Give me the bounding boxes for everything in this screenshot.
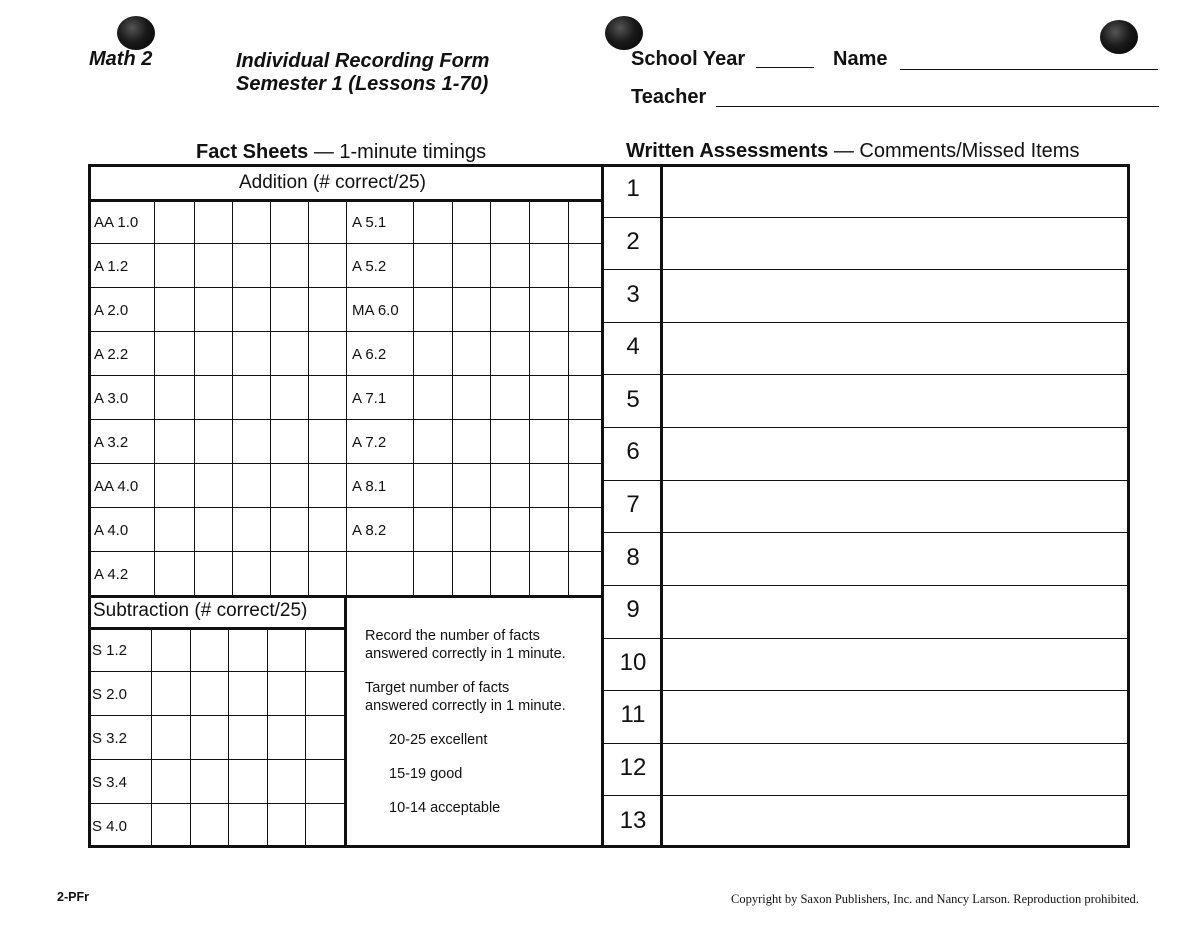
note-target bbox=[365, 679, 566, 715]
score-cell[interactable] bbox=[305, 671, 344, 715]
score-cell[interactable] bbox=[308, 199, 346, 243]
score-cell[interactable] bbox=[228, 715, 267, 759]
score-cell[interactable] bbox=[228, 671, 267, 715]
score-cell[interactable] bbox=[194, 199, 232, 243]
score-cell[interactable] bbox=[190, 803, 228, 847]
score-cell[interactable] bbox=[270, 375, 308, 419]
addition-row-label: A 8.2 bbox=[352, 522, 387, 539]
score-cell[interactable] bbox=[490, 463, 529, 507]
addition-row-label: A 5.2 bbox=[352, 258, 387, 275]
score-cell[interactable] bbox=[154, 331, 194, 375]
score-cell[interactable] bbox=[194, 419, 232, 463]
score-cell[interactable] bbox=[270, 199, 308, 243]
score-cell[interactable] bbox=[568, 551, 604, 595]
binder-hole-left bbox=[117, 16, 155, 50]
assessment-number: 5 bbox=[626, 385, 640, 413]
score-cell[interactable] bbox=[529, 419, 568, 463]
assessment-number: 12 bbox=[619, 754, 647, 782]
score-cell[interactable] bbox=[305, 715, 344, 759]
assessment-number: 6 bbox=[626, 438, 640, 466]
score-cell[interactable] bbox=[529, 507, 568, 551]
addition-row-label: A 4.2 bbox=[94, 566, 129, 583]
written-assessments-title-bold: Written Assessments bbox=[626, 140, 829, 162]
score-cell[interactable] bbox=[490, 375, 529, 419]
score-cell[interactable] bbox=[568, 507, 604, 551]
score-cell[interactable] bbox=[490, 419, 529, 463]
name-field[interactable] bbox=[900, 69, 1158, 70]
score-cell[interactable] bbox=[413, 507, 452, 551]
addition-row-label: A 1.2 bbox=[94, 258, 129, 275]
fact-sheets-title-bold: Fact Sheets bbox=[196, 141, 309, 163]
binder-hole-right bbox=[1100, 20, 1138, 54]
score-cell[interactable] bbox=[151, 627, 190, 671]
score-cell[interactable] bbox=[154, 551, 194, 595]
score-cell[interactable] bbox=[308, 331, 346, 375]
score-cell[interactable] bbox=[305, 627, 344, 671]
assessment-comment-field[interactable] bbox=[663, 427, 1127, 480]
addition-row-label: A 3.2 bbox=[94, 434, 129, 451]
score-cell[interactable] bbox=[232, 551, 270, 595]
score-cell[interactable] bbox=[490, 287, 529, 331]
written-assessments-title-rest: — Comments/Missed Items bbox=[828, 140, 1080, 162]
score-cell[interactable] bbox=[154, 463, 194, 507]
score-cell[interactable] bbox=[568, 463, 604, 507]
subtraction-row-label: S 3.2 bbox=[92, 730, 128, 747]
addition-row-label: A 5.1 bbox=[352, 214, 387, 231]
score-cell[interactable] bbox=[232, 507, 270, 551]
score-cell[interactable] bbox=[190, 715, 228, 759]
assessment-comment-field[interactable] bbox=[663, 690, 1127, 743]
assessment-comment-field[interactable] bbox=[663, 217, 1127, 270]
addition-row-label: A 3.0 bbox=[94, 390, 129, 407]
assessment-number: 2 bbox=[626, 227, 640, 255]
course-title: Math 2 bbox=[89, 48, 153, 70]
score-cell[interactable] bbox=[452, 507, 490, 551]
score-cell[interactable] bbox=[154, 287, 194, 331]
note-excellent: 20-25 excellent bbox=[389, 732, 488, 748]
score-cell[interactable] bbox=[529, 243, 568, 287]
assessment-number: 1 bbox=[626, 175, 640, 203]
written-assessments-title bbox=[626, 140, 1079, 163]
score-cell[interactable] bbox=[154, 199, 194, 243]
fact-sheets-title bbox=[196, 141, 486, 164]
assessment-number: 9 bbox=[626, 596, 640, 624]
addition-caption: Addition (# correct/25) bbox=[239, 172, 426, 193]
score-cell[interactable] bbox=[413, 331, 452, 375]
score-cell[interactable] bbox=[568, 243, 604, 287]
score-cell[interactable] bbox=[270, 419, 308, 463]
assessment-number: 4 bbox=[626, 333, 640, 361]
subtraction-row-label: S 4.0 bbox=[92, 818, 128, 835]
score-cell[interactable] bbox=[270, 243, 308, 287]
assessment-number: 10 bbox=[619, 648, 647, 676]
binder-hole-center bbox=[605, 16, 643, 50]
score-cell[interactable] bbox=[413, 243, 452, 287]
score-cell[interactable] bbox=[452, 199, 490, 243]
addition-row-label: A 6.2 bbox=[352, 346, 387, 363]
score-cell[interactable] bbox=[270, 551, 308, 595]
name-label: Name bbox=[833, 48, 888, 70]
score-cell[interactable] bbox=[270, 331, 308, 375]
assessment-comment-field[interactable] bbox=[663, 322, 1127, 375]
score-cell[interactable] bbox=[568, 199, 604, 243]
score-cell[interactable] bbox=[228, 759, 267, 803]
score-cell[interactable] bbox=[413, 287, 452, 331]
score-cell[interactable] bbox=[267, 671, 305, 715]
assessment-comment-field[interactable] bbox=[663, 795, 1127, 848]
score-cell[interactable] bbox=[190, 671, 228, 715]
score-cell[interactable] bbox=[232, 287, 270, 331]
score-cell[interactable] bbox=[194, 331, 232, 375]
score-cell[interactable] bbox=[308, 463, 346, 507]
note-target-line2: answered correctly in 1 minute. bbox=[365, 698, 566, 714]
addition-row-label: MA 6.0 bbox=[352, 302, 399, 319]
score-cell[interactable] bbox=[194, 375, 232, 419]
score-cell[interactable] bbox=[452, 419, 490, 463]
score-cell[interactable] bbox=[308, 507, 346, 551]
score-cell[interactable] bbox=[151, 715, 190, 759]
note-target-line1: Target number of facts bbox=[365, 680, 510, 696]
score-cell[interactable] bbox=[270, 507, 308, 551]
assessment-number: 11 bbox=[620, 701, 646, 729]
assessment-comment-field[interactable] bbox=[663, 480, 1127, 533]
subtraction-caption: Subtraction (# correct/25) bbox=[93, 600, 308, 621]
score-cell[interactable] bbox=[228, 627, 267, 671]
score-cell[interactable] bbox=[270, 463, 308, 507]
addition-row-label: A 2.2 bbox=[94, 346, 129, 363]
score-cell[interactable] bbox=[490, 199, 529, 243]
form-subtitle: Semester 1 (Lessons 1-70) bbox=[236, 73, 489, 95]
form-title: Individual Recording Form bbox=[236, 50, 490, 72]
score-cell[interactable] bbox=[194, 463, 232, 507]
score-cell[interactable] bbox=[529, 331, 568, 375]
score-cell[interactable] bbox=[267, 803, 305, 847]
score-cell[interactable] bbox=[308, 287, 346, 331]
school-year-label: School Year bbox=[631, 48, 746, 70]
score-cell[interactable] bbox=[151, 759, 190, 803]
addition-col-line bbox=[346, 199, 347, 595]
form-code: 2-PFr bbox=[57, 890, 89, 904]
score-cell[interactable] bbox=[308, 419, 346, 463]
score-cell[interactable] bbox=[568, 419, 604, 463]
score-cell[interactable] bbox=[194, 287, 232, 331]
addition-row-label: A 2.0 bbox=[94, 302, 129, 319]
assessment-comment-field[interactable] bbox=[663, 164, 1127, 217]
teacher-label: Teacher bbox=[631, 86, 707, 108]
score-cell[interactable] bbox=[190, 627, 228, 671]
assessment-comment-field[interactable] bbox=[663, 743, 1127, 796]
assessment-number: 7 bbox=[626, 491, 640, 518]
score-cell[interactable] bbox=[568, 287, 604, 331]
assessment-comment-field[interactable] bbox=[663, 585, 1127, 638]
score-cell[interactable] bbox=[413, 199, 452, 243]
score-cell[interactable] bbox=[232, 463, 270, 507]
score-cell[interactable] bbox=[568, 375, 604, 419]
score-cell[interactable] bbox=[413, 375, 452, 419]
score-cell[interactable] bbox=[232, 331, 270, 375]
addition-row-label: A 8.1 bbox=[352, 478, 387, 495]
assessment-comment-field[interactable] bbox=[663, 374, 1127, 427]
score-cell[interactable] bbox=[267, 759, 305, 803]
score-cell[interactable] bbox=[267, 627, 305, 671]
score-cell[interactable] bbox=[568, 331, 604, 375]
addition-row-label: A 7.2 bbox=[352, 434, 387, 451]
assessment-number: 3 bbox=[626, 280, 640, 308]
score-cell[interactable] bbox=[232, 243, 270, 287]
score-cell[interactable] bbox=[232, 419, 270, 463]
score-cell[interactable] bbox=[529, 375, 568, 419]
score-cell[interactable] bbox=[154, 419, 194, 463]
score-cell[interactable] bbox=[529, 199, 568, 243]
assessment-comment-field[interactable] bbox=[663, 269, 1127, 322]
fact-sheets-title-rest: — 1-minute timings bbox=[308, 141, 487, 163]
score-cell[interactable] bbox=[490, 331, 529, 375]
subtraction-row-label: S 1.2 bbox=[92, 642, 128, 659]
score-cell[interactable] bbox=[151, 803, 190, 847]
subtraction-row-label: S 3.4 bbox=[92, 774, 128, 791]
score-cell[interactable] bbox=[154, 375, 194, 419]
addition-row-label: AA 1.0 bbox=[94, 214, 139, 231]
score-cell[interactable] bbox=[267, 715, 305, 759]
note-record bbox=[365, 627, 566, 663]
score-cell[interactable] bbox=[413, 419, 452, 463]
score-cell[interactable] bbox=[308, 551, 346, 595]
score-cell[interactable] bbox=[529, 287, 568, 331]
score-cell[interactable] bbox=[452, 243, 490, 287]
addition-row-label: A 7.1 bbox=[352, 390, 387, 407]
note-record-line2: answered correctly in 1 minute. bbox=[365, 646, 566, 662]
assessment-comment-field[interactable] bbox=[663, 532, 1127, 585]
assessment-comment-field[interactable] bbox=[663, 638, 1127, 691]
score-cell[interactable] bbox=[232, 375, 270, 419]
score-cell[interactable] bbox=[194, 551, 232, 595]
score-cell[interactable] bbox=[529, 463, 568, 507]
score-cell[interactable] bbox=[452, 331, 490, 375]
copyright-notice: Copyright by Saxon Publishers, Inc. and Nancy Larson. Reproduction prohibited. bbox=[731, 892, 1139, 906]
score-cell[interactable] bbox=[452, 551, 490, 595]
score-cell[interactable] bbox=[154, 243, 194, 287]
score-cell[interactable] bbox=[270, 287, 308, 331]
score-cell[interactable] bbox=[452, 375, 490, 419]
score-cell[interactable] bbox=[308, 375, 346, 419]
subtraction-row-label: S 2.0 bbox=[92, 686, 128, 703]
score-cell[interactable] bbox=[305, 759, 344, 803]
note-good: 15-19 good bbox=[389, 766, 463, 782]
score-cell[interactable] bbox=[452, 463, 490, 507]
score-cell[interactable] bbox=[228, 803, 267, 847]
score-cell[interactable] bbox=[194, 243, 232, 287]
score-cell[interactable] bbox=[308, 243, 346, 287]
subtraction-right-divider bbox=[344, 595, 347, 848]
score-cell[interactable] bbox=[413, 463, 452, 507]
score-cell[interactable] bbox=[452, 287, 490, 331]
score-cell[interactable] bbox=[232, 199, 270, 243]
addition-row-label: AA 4.0 bbox=[94, 478, 139, 495]
addition-row-label: A 4.0 bbox=[94, 522, 129, 539]
teacher-field[interactable] bbox=[716, 106, 1159, 107]
score-cell[interactable] bbox=[305, 803, 344, 847]
score-cell[interactable] bbox=[190, 759, 228, 803]
score-cell[interactable] bbox=[490, 507, 529, 551]
assessment-number: 13 bbox=[619, 806, 647, 834]
school-year-field[interactable] bbox=[756, 67, 814, 68]
score-cell[interactable] bbox=[151, 671, 190, 715]
assessment-number: 8 bbox=[626, 543, 640, 571]
score-cell[interactable] bbox=[413, 551, 452, 595]
score-cell[interactable] bbox=[194, 507, 232, 551]
score-cell[interactable] bbox=[154, 507, 194, 551]
note-acceptable: 10-14 acceptable bbox=[389, 800, 501, 816]
note-record-line1: Record the number of facts bbox=[365, 628, 540, 644]
score-cell[interactable] bbox=[490, 243, 529, 287]
score-cell[interactable] bbox=[529, 551, 568, 595]
score-cell[interactable] bbox=[490, 551, 529, 595]
